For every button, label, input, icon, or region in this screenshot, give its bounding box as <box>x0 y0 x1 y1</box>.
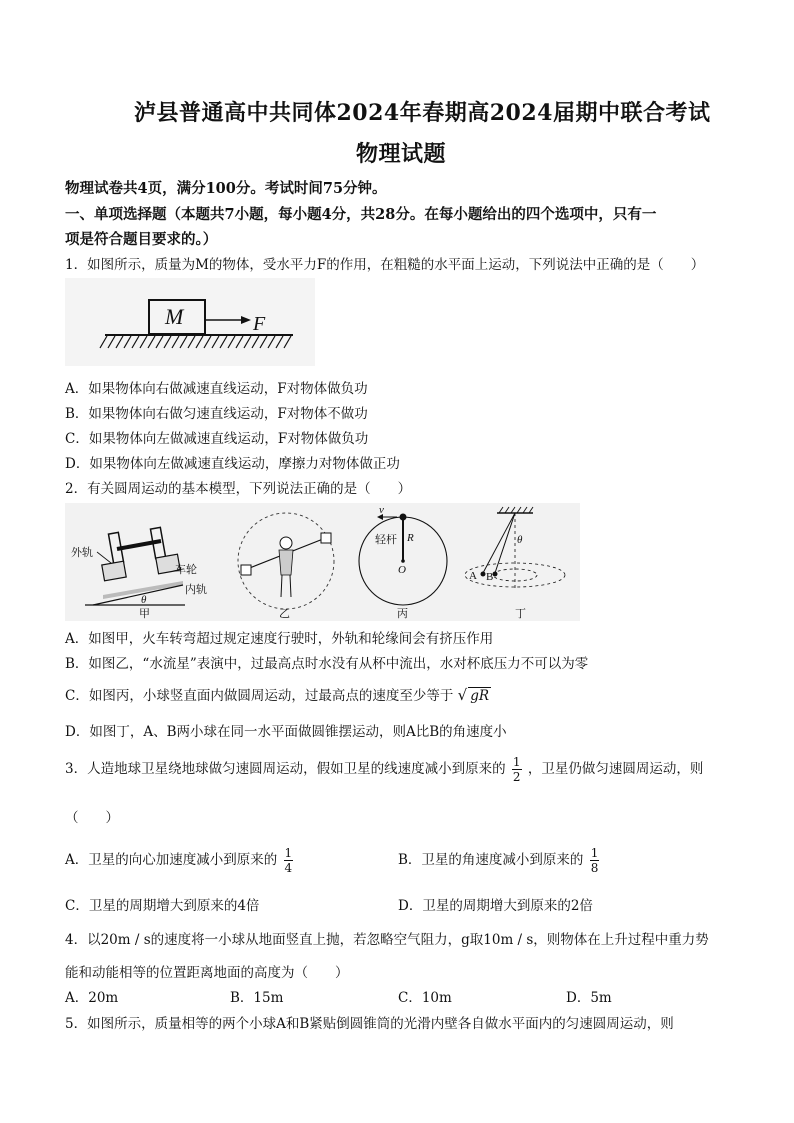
q2-option-c <box>65 684 491 704</box>
section-heading-line1: 一、单项选择题（本题共7小题，每小题4分，共28分。在每小题给出的四个选项中，只有一 <box>65 206 657 223</box>
fraction-denominator: 4 <box>284 861 293 875</box>
q3-option-b-fraction <box>590 846 600 875</box>
q3-option-a-fraction <box>284 846 294 875</box>
q2-option-c-sqrt: gR <box>470 688 490 704</box>
fraction-numerator: 1 <box>284 846 293 860</box>
q3-option-a-text: A．卫星的向心加速度减小到原来的 <box>65 852 278 868</box>
fraction-denominator: 2 <box>512 770 521 784</box>
exam-intro: 物理试卷共4页，满分100分。考试时间75分钟。 <box>65 180 387 197</box>
inner-rail-label: 内轨 <box>185 584 207 596</box>
q3-option-b <box>398 846 601 875</box>
q1-option-c: C．如果物体向左做减速直线运动，F对物体做负功 <box>65 431 369 447</box>
q4-option-d: D．5m <box>566 990 612 1006</box>
fraction-numerator: 1 <box>512 755 521 769</box>
q3-option-a <box>65 846 295 875</box>
q3-stem <box>65 755 703 784</box>
q4-stem-line1: 4．以20m / s的速度将一小球从地面竖直上抛，若忽略空气阻力，g取10m / s，则物体在上升过程中重力势 <box>65 932 709 948</box>
caption-ding: 丁 <box>515 608 526 620</box>
page-title: 泸县普通高中共同体2024年春期高2024届期中联合考试 <box>134 100 711 126</box>
theta-label-jia: θ <box>141 594 147 606</box>
page-subtitle: 物理试题 <box>356 141 447 167</box>
q4-stem-line2: 能和动能相等的位置距离地面的高度为（ ） <box>65 965 349 981</box>
q2-figure <box>65 503 580 621</box>
q4-option-a: A．20m <box>65 990 119 1006</box>
q1-figure <box>65 278 315 366</box>
caption-yi: 乙 <box>279 608 290 620</box>
q1-option-b: B．如果物体向右做匀速直线运动，F对物体不做功 <box>65 406 368 422</box>
theta-label-ding: θ <box>517 534 523 546</box>
q3-option-c: C．卫星的周期增大到原来的4倍 <box>65 898 260 914</box>
outer-rail-label: 外轨 <box>71 547 93 559</box>
q3-stem-part2: ，卫星仍做匀速圆周运动，则 <box>527 761 704 777</box>
q4-option-c: C．10m <box>398 990 452 1006</box>
force-label: F <box>253 313 266 335</box>
block-label: M <box>165 304 184 329</box>
wheel-label: 车轮 <box>175 564 197 576</box>
q1-option-a: A．如果物体向右做减速直线运动，F对物体做负功 <box>65 381 368 397</box>
q2-option-b: B．如图乙，“水流星”表演中，过最高点时水没有从杯中流出，水对杯底压力不可以为零 <box>65 656 589 672</box>
q2-option-a: A．如图甲，火车转弯超过规定速度行驶时，外轨和轮缘间会有挤压作用 <box>65 631 494 647</box>
q1-option-d: D．如果物体向左做减速直线运动，摩擦力对物体做正功 <box>65 456 400 472</box>
q2-option-d: D．如图丁，A、B两小球在同一水平面做圆锥摆运动，则A比B的角速度小 <box>65 724 507 740</box>
q3-stem-line2: （ ） <box>65 810 119 826</box>
q2-stem: 2．有关圆周运动的基本模型，下列说法正确的是（ ） <box>65 481 412 497</box>
q4-option-b: B．15m <box>230 990 284 1006</box>
o-label: O <box>398 564 406 576</box>
q5-stem-line1: 5．如图所示，质量相等的两个小球A和B紧贴倒圆锥筒的光滑内壁各自做水平面内的匀速圆周运动，则 <box>65 1016 674 1032</box>
rod-label: 轻杆 <box>375 534 397 546</box>
caption-jia: 甲 <box>139 608 150 620</box>
sqrt-symbol: √ <box>457 686 468 704</box>
v-label: v <box>379 504 384 516</box>
q3-stem-part1: 3．人造地球卫星绕地球做匀速圆周运动，假如卫星的线速度减小到原来的 <box>65 761 506 777</box>
fraction-numerator: 1 <box>590 846 599 860</box>
caption-bing: 丙 <box>397 608 408 620</box>
b-label: B <box>486 571 494 583</box>
q3-option-b-text: B．卫星的角速度减小到原来的 <box>398 852 584 868</box>
section-heading-line2: 项是符合题目要求的。） <box>65 231 218 248</box>
q2-option-c-text: C．如图丙，小球竖直面内做圆周运动，过最高点的速度至少等于 <box>65 688 454 704</box>
fraction-denominator: 8 <box>590 861 599 875</box>
q3-stem-fraction <box>512 755 522 784</box>
q1-stem: 1．如图所示，质量为M的物体，受水平力F的作用，在粗糙的水平面上运动，下列说法中正确的是（ ） <box>65 257 705 273</box>
q3-option-d: D．卫星的周期增大到原来的2倍 <box>398 898 593 914</box>
r-label: R <box>407 532 414 544</box>
a-label: A <box>469 570 477 582</box>
